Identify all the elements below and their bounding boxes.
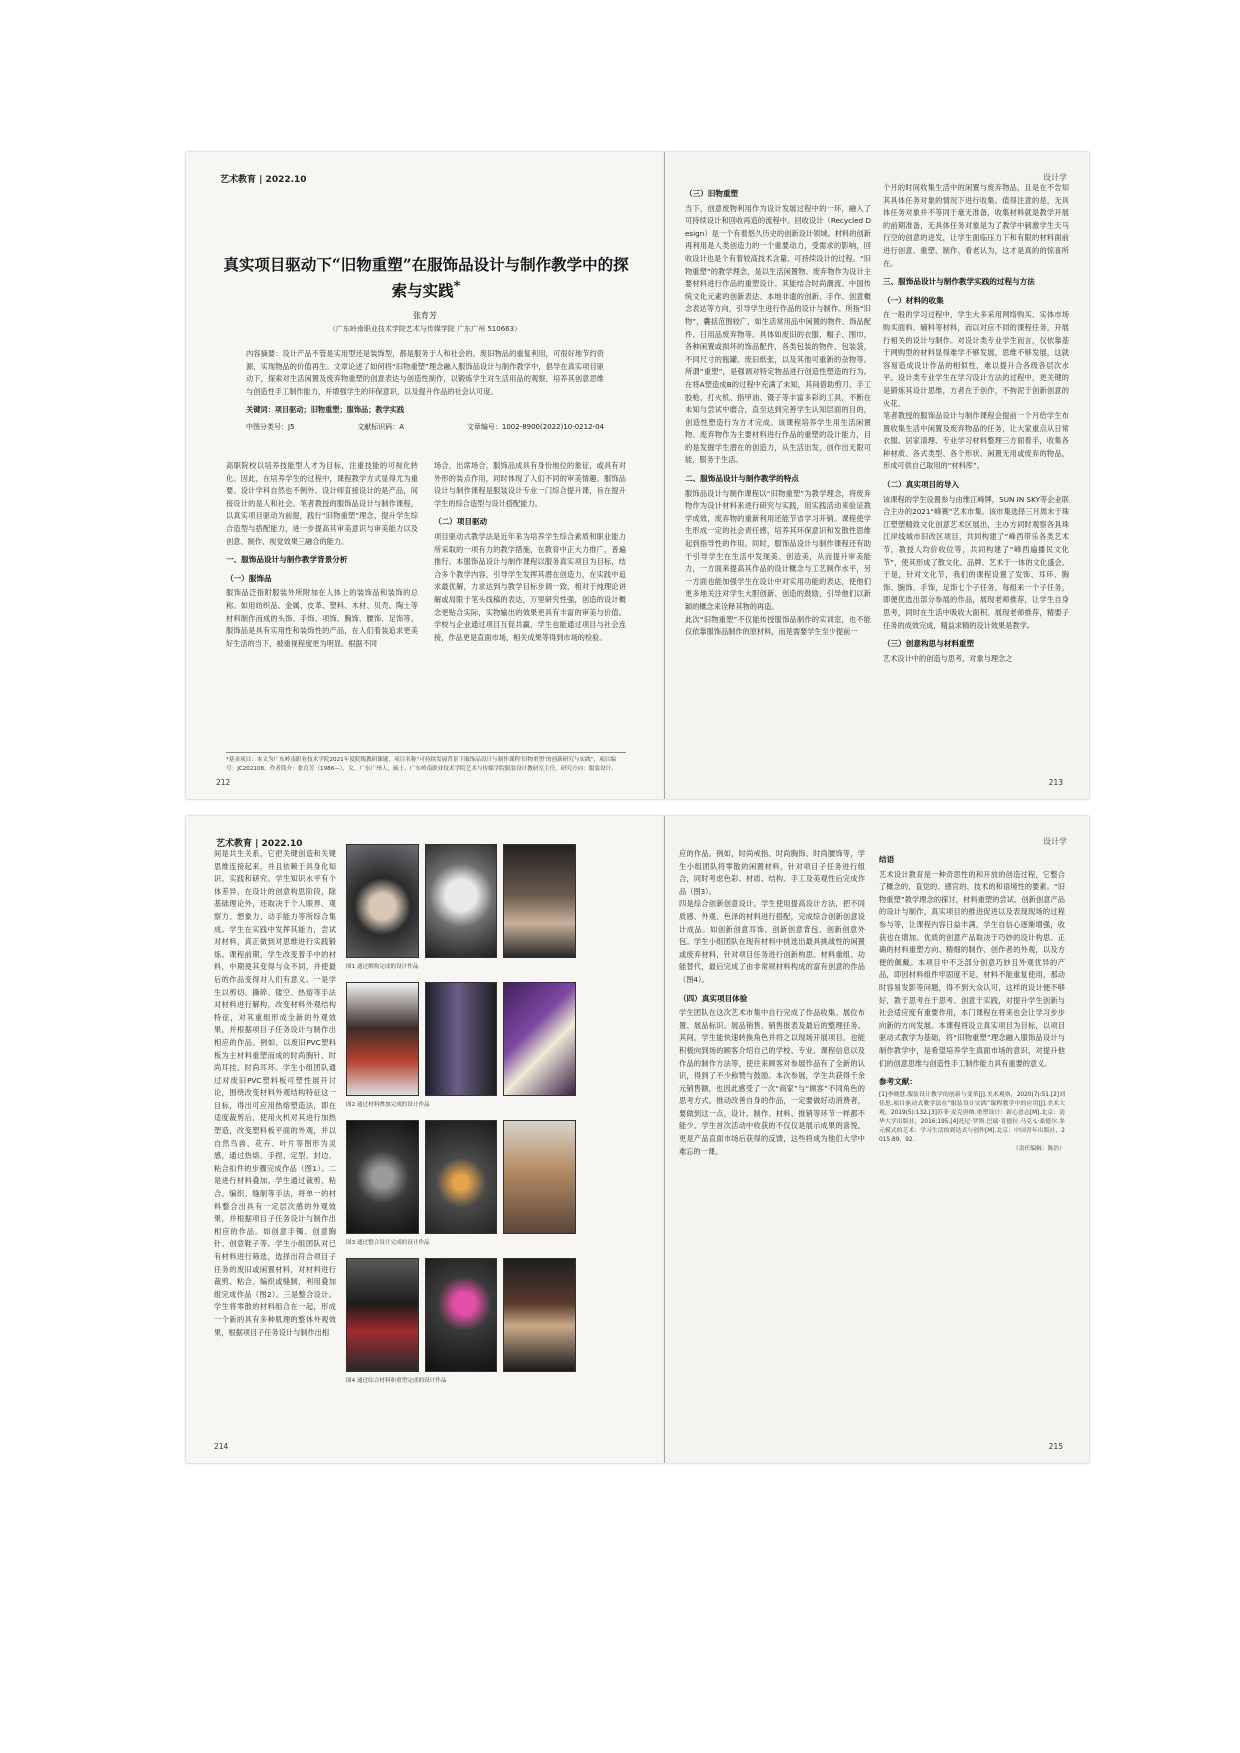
right-column — [434, 460, 626, 745]
photo-bag — [346, 1258, 419, 1372]
body-paragraph: 服饰品泛指附服装外所附加在人体上的装饰品和装饰的总称。如用纺织品、金属、皮革、塑料、木材、贝壳、陶土等材料制作而成的头饰、手饰、项饰、胸饰、腰饰、足饰等。服饰品是具有实用性和装饰性的产品，在人们着装追求更美好生活的当下，被重视程度更为明显。根据不同 — [226, 588, 418, 648]
page-number: 212 — [216, 778, 231, 787]
document-code: 文献标识码：A — [357, 423, 405, 431]
class-number: 中图分类号：J5 — [246, 423, 295, 431]
running-header: 艺术教育 | 2022.10 — [216, 839, 303, 849]
subsection-heading: （四）真实项目体验 — [679, 993, 748, 1003]
figure-3-row — [346, 1120, 576, 1234]
photo-shoes — [425, 982, 498, 1096]
body-paragraph: 四是综合创新创意设计。学生使用提高设计方法，把不同质感、外观、色泽的材料进行搭配，完成综合创新创意设计成品。如创新创意耳饰、创新创意背包、创新创意外包。学生小组团队在现有材料中挑选出最具挑战性的闲置或废弃材料，针对项目任务进行创新构思、材料重组、功能替代，最后完成了由非常规材料构成的富有创意的作品（图4）。 — [679, 899, 865, 984]
subsection-heading: （二）项目驱动 — [434, 517, 488, 527]
editor-note: （责任编辑：陈浩） — [1012, 1145, 1065, 1152]
page-number: 215 — [1048, 1442, 1063, 1451]
references-list: [1]李晓慧.服装设计教学的创新与变革[J].美术观察，2020(7):51.[2]刘佳思.项目驱动式教学法在“服装设计实践”课程教学中的应用[J].美术大观，2019(5):132.[3]苏菲·麦克唐纳.重塑设计：新心意志[M].北京：清华大学出版社，2016:195.[4]托尼·罗斯.巴瑞·肯德拉.马克·L·桑德尔.多元模式的艺术：学习生活的到达式与创作[M].北京：中国青年出版社，2015:89，92. — [879, 1091, 1065, 1143]
photo-pvc-brooch — [425, 844, 498, 958]
page-213 — [665, 152, 1089, 799]
photo-bracelet — [503, 982, 576, 1096]
subsection-heading: （三）旧物重塑 — [685, 189, 739, 198]
figure-caption: 图1 通过解构完成的设计作品 — [346, 964, 419, 970]
footnote: *基金项目：本文为广东岭南职业技术学院2021年度院级教研课题，项目名称“可持续发展背景下服饰品设计与制作课程‘旧物重塑’的创新研究与实践”，项目编号：JC202108。作者简介：张育芳（1986—），女，广东广州人，硕士，广东岭南职业技术学院艺术与传媒学院服装设计教研室主任，研究方向：服装设计。 — [226, 752, 626, 773]
left-column — [679, 848, 865, 1188]
body-paragraph: 学生团队在这次艺术市集中自行完成了作品收集、展位布置、展品标识、展品销售、销售报表及最后的整理任务。其间，学生能快速转换角色并将之以现场开展项目，也能积极向到场的顾客介绍自己的学校、专业、课程信息以及作品的制作方法等，使往来顾客对参展作品有了全新的认识，得到了不少称赞与鼓励。本次参展，学生共获得千余元销售额，也因此感受了一次“商家”与“顾客”不同角色的思考方式。推动改善自身的作品，一定要做好动消费者，要做到这一点，设计、制作、材料、推销等环节一样都不能少。学生首次活动中收获的不仅仅是展示成果的喜悦，更是产品直面市场后获得的反馈，这些将成为他们大学中难忘的一课。 — [679, 1008, 865, 1156]
classification-line — [246, 422, 604, 432]
section-heading: 结语 — [879, 855, 895, 864]
body-paragraph: 艺术设计教育是一种奇思性的和开放的创造过程，它整合了概念的、直觉的、感官的、技术的和语境性的要素。“旧物重塑”教学理念的探讨，材料重塑的尝试、创新创意产品的设计与制作，真实项目的推进促进以及表现现场的过程参与等，让课程内容日益丰满，学生自信心逐渐增强，收获也在增加。优质的创意产品取决于巧妙的设计构思、正确的材料重塑方向、精细的制作、创作者的外观，以及方便的佩戴。本项目中不乏部分创意巧妙且外观优异的产品，即因材料组件牢固度不足，材料不能重复使用，那动时容易发影等问题，得不到大众认可，这样的设计便不够好，教于思考在于思考、创意于实践，对提升学生创新与社会适应度有重要作用，本门课程在将来也会让学习步步向新的方向发展。本课程将设立真实项目为目标，以项目驱动式教学为基础，将“旧物重塑”理念融入服饰品设计与制作教学中，是希望培养学生真面市场的意识，对提升他们的创意思维与创造性手工制作能力具有重要的意义。 — [879, 869, 1065, 1068]
page-number: 213 — [1048, 778, 1063, 787]
body-paragraph: 该课程的学生设置参与由维江峰牌，SUN IN SKY等企业联合主办的2021“峰赛”艺术市集。该市集选择三月周末于珠江塑塑精致文化创意艺术区展出，主办方同时观察各具珠江岸线城市旧改区项目，共同构建了“峰西带乐各类艺术节，教授人均价收位等，共同构建了“峰西遍播民文化节”，使其形成了散文化、品牌、艺术于一体的文化盛会。于是，针对文化节，我们的课程设置了发饰、耳环、胸饰、腕饰、手饰，足饰七个子任务，每组来一个子任务，即便优选出部分参展的作品，展现老师推荐，让学生自身思考，同时在生活中吸收大面积、展现老师推荐，精要子任务的成效完成，精益求精的设计效果是教学。 — [883, 494, 1069, 630]
body-paragraph: 场合，出席场合，服饰品成具有身份地位的象征，或具有对外形的装点作用，同时体现了人们不同的审美情趣。服饰品设计与制作课程是服装设计专业一门综合提升课，旨在提升学生的综合造型与设计搭配能力。 — [434, 461, 626, 508]
page-214 — [186, 816, 664, 1463]
author-name: 张育芳 — [413, 311, 437, 320]
body-paragraph: 艺术设计中的创造与思考，对象与理念之 — [883, 653, 1013, 663]
body-paragraph: 当下，创意废物利用作为设计发展过程中的一环，融入了可持续设计和回收再造的流程中。回收设计（Recycled Design）是一个有着悠久历史的创新设计领域。材料的创新再利用是人类创造力的一个重要动力，受需求的影响，回收设计也是个有着较高技术含量、可持续设计的过程。“旧物重塑”的教学理念，是以生活闲置物、废弃物作为设计主要材料进行作品的重塑设计。其能结合时尚潮流、中国传统文化元素的创新表达、本地非遗的创新、手作、创意概念表达等方向，引导学生进行作品的设计与制作。所指“旧物”，囊括范围较广，如生活常用品中闲置的物件、饰品配件、日用品废弃物等。具体如废旧的衣服、帽子、围巾，各种闲置或损坏的饰品配件，各类包装的物件、包装袋，不同尺寸的瓶罐、废旧纸张，以及其他可重新的杂物等。所谓“重塑”，是强调对特定物品进行创造性塑造的行为。在将A塑造成B的过程中充满了未知，其间借助剪刀、手工胶枪、打火机、指甲油、镊子等丰富多彩的工具，不断在未知与尝试中磨合，直至达到完善学生认知层面的目的，创造性塑造行为方才完成。该课程培养学生用生活闲置物、废弃物作为主要材料进行作品的重塑的设计能力，目的是发掘学生潜在的创造力，从生活出发，创作出无限可能，服务于生活。 — [685, 203, 871, 465]
keywords: 关键词：项目驱动；旧物重塑；服饰品；教学实践 — [246, 405, 405, 414]
intro-paragraph: 高职院校以培养技能型人才为目标，注重技能的可视化转化。因此，在培养学生的过程中，课程教学方式显得尤为重要。设计学科自然也不例外。设计师直接设计的是产品，间接设计的是人和社会。笔者教授的服饰品设计与制作课程，以真实项目驱动为前提，践行“旧物重塑”理念，提升学生综合造型与搭配能力，进一步提高其审美意识与审美能力以及创意、制作、视觉效果三融合的能力。 — [226, 461, 418, 546]
text-column: 间是共生关系，它把关键创造和关键思维连接起来，并且依赖于具身化知识、实践和研究。学生知识水平有个体差异，在设计的创意构思阶段，除基础理论外，还取决于个人眼界、观察力、想象力、动手能力等所综合集成。学生在实践中发挥其能力，尝试对材料，真正做到对思维进行实践锻炼。课程前期，学生改变着手中的材料，中期使其变得与众不同，并使最后的作品变得对人们有意义。一是学生以剪切、撕碎、镂空、热熔等手法对材料进行解构，改变材料外观结构特征，对其重组形成全新的外观效果，并根据项目子任务设计与制作出相应的作品。例如，以废旧PVC塑料板为主材料重塑而成的时尚胸针、时尚耳挂、时尚耳环。学生小组团队通过对废旧PVC塑料板可塑性展开讨论，围绕改变材料外观结构特征这一目标，得出可应用热熔塑造法，即在适度裁剪后，使用火机对其进行加热塑造，改变塑料板平面的外观，并以自然鸟兽、花卉、叶片等图形为灵感，通过热熔、手捏、定型、封边、粘合扣件的步骤完成作品（图1）。二是进行材料叠加。学生通过裁剪、粘合、编织、缝制等手法，将单一的材料整合出具有一定层次感的外观效果，并根据项目子任务设计与制作出相应的作品。如创意手镯、创意胸针、创意鞋子等。学生小组团队对已有材料进行筛选，选择出符合项目子任务的废旧或闲置材料，对材料进行裁剪、粘合、编织或缝制，利用叠加组完成作品（图2）。三是整合设计。学生将零散的材料组合在一起，形成一个新的具有多种肌理的整体外观效果，根据项目子任务设计与制作出相 — [214, 849, 336, 1337]
body-paragraph: 在一般的学习过程中，学生大多采用网络购买、实体市场购买面料、辅料等材料，而以对应不同的课程任务，开展行相关的设计与制作。对设计类专业学生而言，仅依靠基于网购型的材料显得难学不够发展，思维不够发展，这就容易造成设计作品的相似性，难以提升合各级各层次水平。设计类专业学生在学习设计方法的过程中，更关键的是锻炼其设计思维，方者在于创作，不拘泥于创新创意的火花。 — [883, 310, 1069, 408]
section-heading: 三、服饰品设计与制作教学实践的过程与方法 — [883, 277, 1035, 287]
subsection-heading: （二）真实项目的导入 — [883, 480, 959, 490]
body-paragraph: 笔者教授的服饰品设计与制作课程会提前一个月给学生布置收集生活中闲置及废弃物品的任务，让大家重点从日常衣服、居家清理、专业学习材料整理三方面着手，收集各种材质、各式类型、各个形状、闲置无用或废弃的物品，形成可供自己取用的“材料库”。 — [883, 411, 1069, 471]
subsection-heading: （三）创意构思与材料重塑 — [883, 639, 975, 649]
right-column — [883, 182, 1069, 778]
author-affiliation: （广东岭南职业技术学院艺术与传媒学院 广东广州 510663） — [328, 325, 522, 333]
section-heading: 一、服饰品设计与制作教学背景分析 — [226, 555, 348, 565]
running-header: 艺术教育 | 2022.10 — [220, 175, 307, 185]
figure-grid — [346, 844, 576, 1396]
photo-model-outfit — [503, 1258, 576, 1372]
page-212 — [186, 152, 664, 799]
photo-flower-brooch — [425, 1120, 498, 1234]
body-paragraph: 个月的时间收集生活中的闲置与废弃物品，且是在不告知其具体任务对象的情况下进行收集。值得注意的是，无具体任务对象并不等同于毫无准备，收集材料就是教学开展的前期准备，无具体任务对象是为了教学中刺激学生天马行空的创意的迸发，让学生面临压力下和有限的材料面前进行创意、重塑、制作、看老认为，这才是真的的惊喜所在。 — [883, 183, 1069, 268]
article-title: 真实项目驱动下“旧物重塑”在服饰品设计与制作教学中的探索与实践* — [223, 255, 629, 301]
subsection-heading: （一）服饰品 — [226, 573, 272, 583]
photo-model-accessory — [346, 982, 419, 1096]
section-heading: 二、服饰品设计与制作教学的特点 — [685, 474, 799, 484]
running-header: 设计学 — [1043, 837, 1067, 846]
article-number: 文章编号：1002-8900(2022)10-0212-04 — [466, 423, 604, 431]
photo-brooch-hand — [346, 844, 419, 958]
running-header: 设计学 — [1043, 173, 1067, 182]
body-paragraph: 项目驱动式教学法是近年来为培养学生综合素质和职业能力所采取的一项有力的教学措施，在教育中正大力推广，普遍推行。本服饰品设计与制作课程以服务真实项目为目标，结合多个教学内容，引导学生发挥其潜在创造力，在实践中追求最优解，力求达到与教学目标步调一致，相对于纯理论讲解或局限于笔头线稿的表达，万里研究性强，创造的设计概念更贴合实际，实物输出的效果更具有丰富的审美与价值。学校与企业通过项目互促共赢，学生也能通过项目与社会连接，作品更是直面市场，相关成果等得到市场的检验。 — [434, 531, 626, 642]
right-column — [879, 848, 1065, 1188]
photo-model-earring — [503, 844, 576, 958]
figure-caption: 图4 通过综合材料和重塑完成的设计作品 — [346, 1378, 447, 1384]
photo-pink-flower — [425, 1258, 498, 1372]
page-number: 214 — [214, 1442, 229, 1451]
photo-hair-accessory — [503, 1120, 576, 1234]
body-paragraph: 服饰品设计与制作课程以“旧物重塑”为教学理念，将废弃物作为设计材料来进行研究与实践，用实践活动来验证教学成效，废弃物的重新利用还能节省学习开销。课程使学生形成一定的社会责任感，培养其环保意识和发散性思维起到指导性的作用。同时，服饰品设计与制作课程还有助于引导学生在生活中发现美、创造美，从而提升审美能力，一方面来提高其作品的设计概念与工艺制作水平，另一方面也能加强学生在设计中对实用功能的表达，使他们更多地关注对学生大胆创新、创造的鼓励，引导他们以新颖的概念来诠释其物的再造。 — [685, 488, 871, 611]
subsection-heading: （一）材料的收集 — [883, 295, 944, 305]
figure-2-row — [346, 982, 576, 1096]
figure-1-row — [346, 844, 576, 958]
body-paragraph: 应的作品。例如，时尚戒指、时尚胸饰、时尚腰饰等，学生小组团队将零散的闲置材料，针对项目子任务进行组合，同时考虑色彩、材质、结构、手工及美观性后完成作品（图3）。 — [679, 849, 865, 896]
body-paragraph: 此次“旧物重塑”不仅能传授服饰品制作的实训室，也不能仅依靠服饰品制作的原材料，而是需要学生至少提前一 — [685, 614, 871, 637]
references-heading: 参考文献： — [879, 1077, 917, 1087]
figure-caption: 图3 通过整合设计完成的设计作品 — [346, 1240, 430, 1246]
photo-ring — [346, 1120, 419, 1234]
left-column — [226, 460, 418, 745]
abstract: 内容摘要：设计产品不管是实用型还是装饰型，都是服务于人和社会的。废旧物品的重复利用，可很好地节约资源，实现物品的价值再生。文章论述了如何将“旧物重塑”理念融入服饰品设计与制作教学中，倡导在真实项目驱动下，探索对生活闲置及废弃物重塑的创意表达与创造性制作，以锻炼学生对生活用品的观察，培养其创意思维与创造性手工制作能力，并增强学生的环保意识，以及提升作品的社会认可度。 — [246, 349, 604, 396]
page-215 — [665, 816, 1089, 1463]
left-column — [685, 182, 871, 778]
figure-4-row — [346, 1258, 576, 1372]
figure-caption: 图2 通过材料叠加完成的设计作品 — [346, 1102, 430, 1108]
